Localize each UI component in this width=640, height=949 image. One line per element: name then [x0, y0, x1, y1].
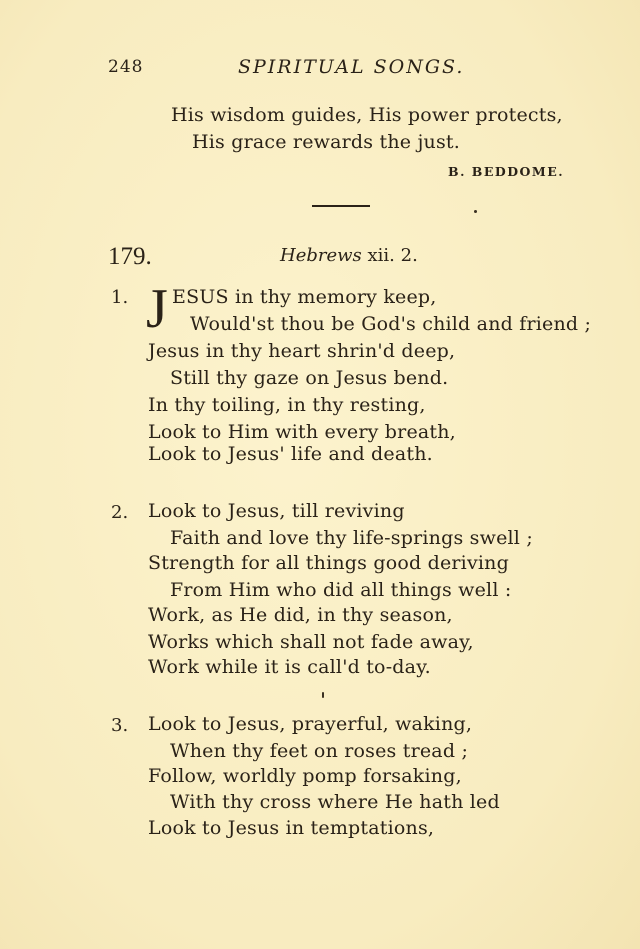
print-speck — [474, 210, 477, 213]
verse-line: Look to Jesus, till reviving — [148, 500, 405, 522]
running-title: SPIRITUAL SONGS. — [238, 56, 465, 78]
page-number: 248 — [108, 57, 144, 77]
scripture-reference — [280, 245, 418, 266]
verse-line: Look to Jesus, prayerful, waking, — [148, 713, 473, 735]
hymn-number: 179. — [108, 243, 152, 270]
verse-line: Look to Jesus' life and death. — [148, 443, 433, 465]
verse-line: Work while it is call'd to-day. — [148, 656, 431, 678]
verse-line: From Him who did all things well : — [170, 579, 512, 601]
print-speck — [322, 692, 324, 698]
verse-line: Faith and love thy life-springs swell ; — [170, 527, 533, 549]
verse-line: Strength for all things good deriving — [148, 552, 509, 574]
verse-line: Work, as He did, in thy season, — [148, 604, 453, 626]
prev-hymn-line: His grace rewards the just. — [192, 131, 460, 153]
verse-line: Follow, worldly pomp forsaking, — [148, 765, 462, 787]
stanza-number: 2. — [111, 502, 129, 523]
verse-line: Look to Jesus in temptations, — [148, 817, 435, 839]
verse-line: Still thy gaze on Jesus bend. — [170, 367, 449, 389]
prev-hymn-line: His wisdom guides, His power protects, — [171, 104, 563, 126]
stanza-number: 3. — [111, 715, 129, 736]
verse-line: Works which shall not fade away, — [148, 631, 474, 653]
drop-cap: J — [146, 278, 168, 340]
section-divider — [312, 205, 370, 207]
verse-line: Would'st thou be God's child and friend ; — [190, 313, 592, 335]
author-attribution: B. BEDDOME. — [448, 164, 565, 179]
reference-book: Hebrews — [280, 245, 362, 266]
verse-line: ESUS in thy memory keep, — [172, 286, 437, 308]
reference-chapter: xii. 2. — [367, 245, 418, 266]
verse-line: When thy feet on roses tread ; — [170, 740, 469, 762]
verse-line: Look to Him with every breath, — [148, 421, 456, 443]
verse-line: With thy cross where He hath led — [170, 791, 500, 813]
verse-line: Jesus in thy heart shrin'd deep, — [148, 340, 456, 362]
verse-line: In thy toiling, in thy resting, — [148, 394, 426, 416]
stanza-number: 1. — [111, 287, 129, 308]
